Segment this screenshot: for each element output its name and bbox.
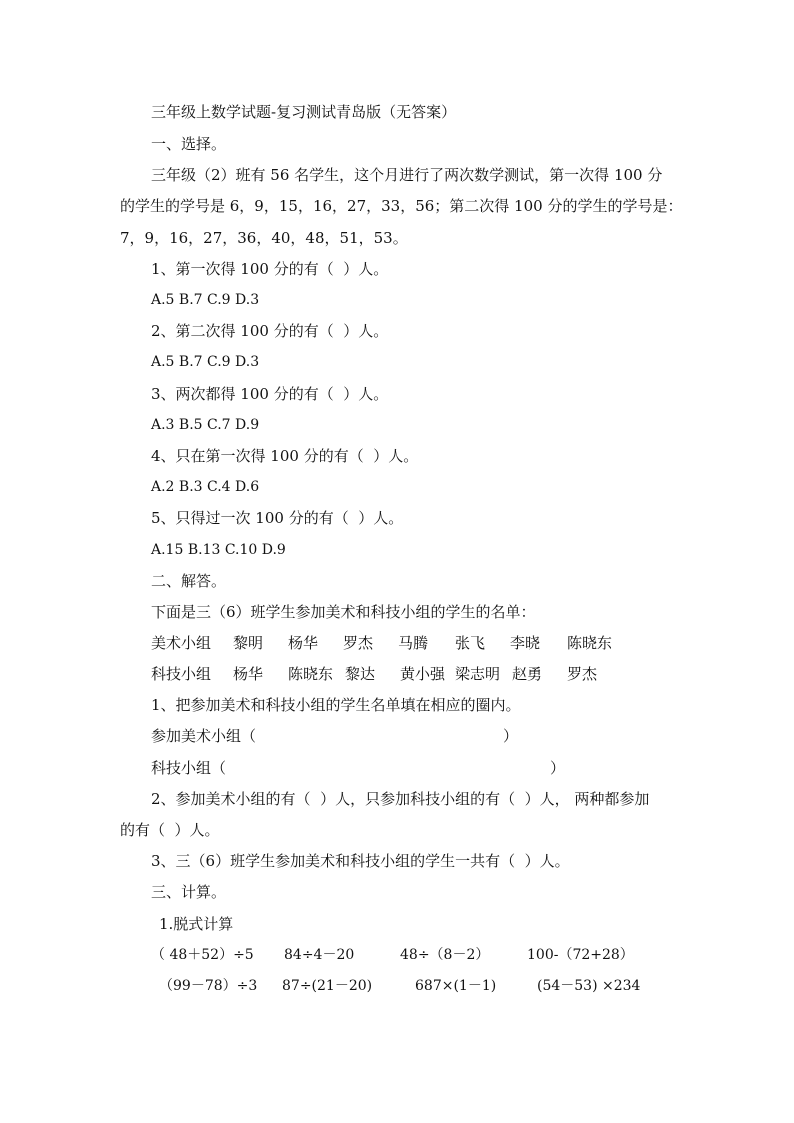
question-4-options: A.2 B.3 C.4 D.6 <box>151 479 260 495</box>
question-1-options: A.5 B.7 C.9 D.3 <box>151 292 260 308</box>
answer-question-2-line-2: 的有（ ）人。 <box>120 821 220 839</box>
art-member: 罗杰 <box>343 634 374 652</box>
intro-line-2: 的学生的学号是 6，9，15，16，27，33，56；第二次得 100 分的学生的学号是： <box>120 197 683 215</box>
tech-member: 罗杰 <box>567 665 598 683</box>
tech-group-row <box>0 664 794 684</box>
intro-line-1: 三年级（2）班有 56 名学生，这个月进行了两次数学测试，第一次得 100 分 <box>151 166 663 184</box>
tech-fill-label: 科技小组（ <box>151 759 227 777</box>
art-group-row <box>0 633 794 653</box>
tech-member: 黄小强 <box>400 665 446 683</box>
tech-member: 黎达 <box>345 665 376 683</box>
tech-member: 赵勇 <box>512 665 543 683</box>
art-member: 马腾 <box>398 634 429 652</box>
question-1: 1、第一次得 100 分的有（ ）人。 <box>151 260 389 278</box>
calc-expr: (54－53) ×234 <box>537 978 641 994</box>
art-member: 杨华 <box>288 634 319 652</box>
answer-question-2-line-1: 2、参加美术小组的有（ ）人，只参加科技小组的有（ ）人， 两种都参加 <box>151 790 650 808</box>
section-heading-calc: 三、计算。 <box>151 883 227 901</box>
art-fill-label: 参加美术小组（ <box>151 727 257 745</box>
calc-expr: 687×(1－1) <box>415 978 497 994</box>
question-2: 2、第二次得 100 分的有（ ）人。 <box>151 322 389 340</box>
intro-line-3: 7，9，16，27，36，40，48，51，53。 <box>120 229 408 247</box>
question-5-options: A.15 B.13 C.10 D.9 <box>151 542 286 558</box>
calc-expr: 84÷4－20 <box>284 947 355 963</box>
art-member: 黎明 <box>233 634 264 652</box>
art-member: 张飞 <box>455 634 486 652</box>
question-3: 3、两次都得 100 分的有（ ）人。 <box>151 385 389 403</box>
question-2-options: A.5 B.7 C.9 D.3 <box>151 354 260 370</box>
calc-expr: （99－78）÷3 <box>159 978 258 994</box>
calc-expr: 100-（72+28） <box>527 947 634 963</box>
art-member: 陈晓东 <box>567 634 613 652</box>
list-intro: 下面是三（6）班学生参加美术和科技小组的学生的名单： <box>151 603 536 621</box>
section-heading-choice: 一、选择。 <box>151 135 227 153</box>
tech-group-label: 科技小组 <box>151 665 212 683</box>
tech-member: 杨华 <box>233 665 264 683</box>
tech-member: 陈晓东 <box>288 665 334 683</box>
question-5: 5、只得过一次 100 分的有（ ）人。 <box>151 509 404 527</box>
question-3-options: A.3 B.5 C.7 D.9 <box>151 417 260 433</box>
art-fill-close: ） <box>503 727 519 745</box>
art-group-label: 美术小组 <box>151 634 212 652</box>
calc-expr: （ 48＋52）÷5 <box>151 947 254 963</box>
tech-member: 梁志明 <box>455 665 501 683</box>
calc-expr: 87÷(21－20) <box>282 978 373 994</box>
question-4: 4、只在第一次得 100 分的有（ ）人。 <box>151 447 419 465</box>
answer-question-3: 3、三（6）班学生参加美术和科技小组的学生一共有（ ）人。 <box>151 852 570 870</box>
calc-subheading: 1.脱式计算 <box>159 915 234 933</box>
answer-question-1: 1、把参加美术和科技小组的学生名单填在相应的圈内。 <box>151 696 521 714</box>
page-title: 三年级上数学试题-复习测试青岛版（无答案） <box>151 103 457 121</box>
art-member: 李晓 <box>510 634 541 652</box>
tech-fill-close: ） <box>550 759 566 777</box>
calc-expr: 48÷（8－2） <box>400 947 490 963</box>
section-heading-answer: 二、解答。 <box>151 572 227 590</box>
